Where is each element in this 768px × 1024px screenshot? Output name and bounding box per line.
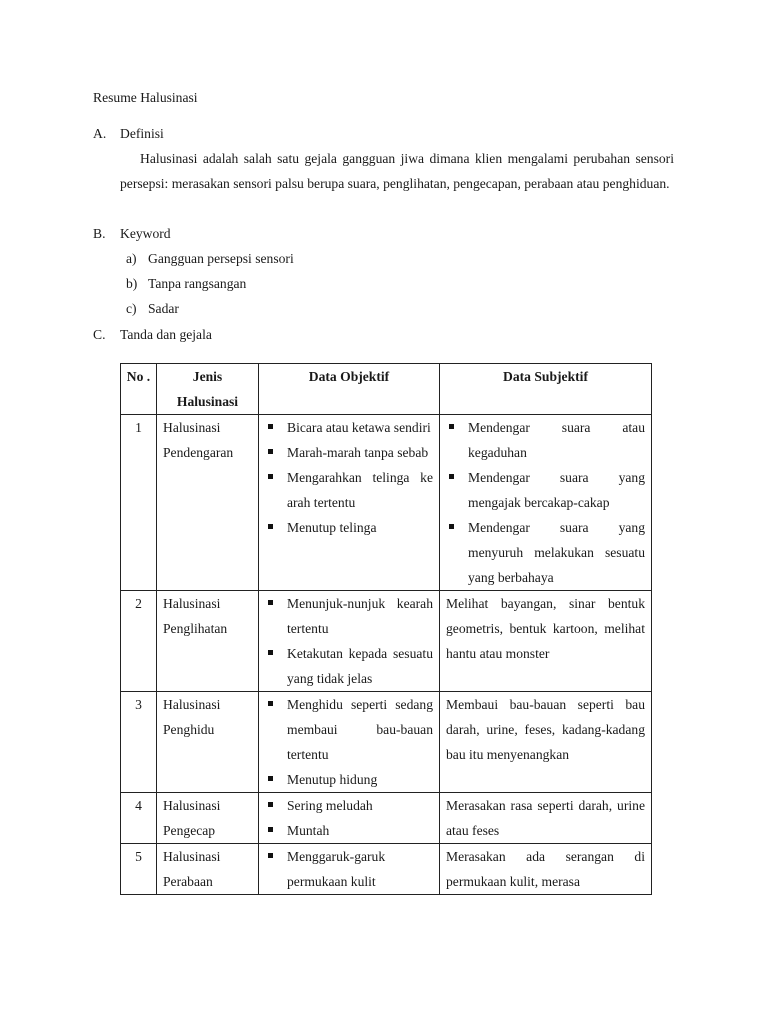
section-title: Definisi [120, 126, 164, 141]
row-number: 3 [121, 692, 157, 793]
hallucination-type: Halusinasi Pendengaran [157, 415, 259, 591]
objective-data [259, 793, 440, 844]
list-item: Mendengar suara atau kegaduhan [446, 415, 645, 465]
list-item: Bicara atau ketawa sendiri [265, 415, 433, 440]
list-item: Menunjuk-nunjuk kearah tertentu [265, 591, 433, 641]
list-text: Sadar [148, 301, 179, 316]
table-row [121, 692, 652, 793]
objective-data [259, 591, 440, 692]
list-marker: c) [126, 301, 137, 316]
list-item: Mendengar suara yang mengajak bercakap-cakap [446, 465, 645, 515]
hallucination-type: Halusinasi Pengecap [157, 793, 259, 844]
table-header-row [121, 364, 652, 415]
row-number: 1 [121, 415, 157, 591]
row-number: 2 [121, 591, 157, 692]
row-number: 4 [121, 793, 157, 844]
page-cutoff [0, 919, 768, 1024]
list-text: Tanpa rangsangan [148, 276, 247, 291]
list-item: Menghidu seperti sedang membaui bau-bauan tertentu [265, 692, 433, 767]
subjective-data: Melihat bayangan, sinar bentuk geometris, bentuk kartoon, melihat hantu atau monster [440, 591, 652, 692]
list-marker: a) [126, 251, 137, 266]
keyword-list [126, 246, 294, 321]
list-item: Mendengar suara yang menyuruh melakukan sesuatu yang berbahaya [446, 515, 645, 590]
list-item: Sering meludah [265, 793, 433, 818]
row-number: 5 [121, 844, 157, 895]
subjective-data: Membaui bau-bauan seperti bau darah, urine, feses, kadang-kadang bau itu menyenangkan [440, 692, 652, 793]
list-marker: b) [126, 276, 138, 291]
header-objektif: Data Objektif [259, 364, 440, 415]
list-item [126, 246, 294, 271]
list-item: Menutup telinga [265, 515, 433, 540]
objective-data [259, 415, 440, 591]
list-item: Ketakutan kepada sesuatu yang tidak jelas [265, 641, 433, 691]
header-no: No . [121, 364, 157, 415]
section-title: Tanda dan gejala [120, 327, 212, 342]
section-a-heading [93, 121, 164, 146]
header-subjektif: Data Subjektif [440, 364, 652, 415]
subjective-data: Merasakan ada serangan di permukaan kulit, merasa [440, 844, 652, 895]
subjective-data [440, 415, 652, 591]
list-item: Marah-marah tanpa sebab [265, 440, 433, 465]
subjective-data: Merasakan rasa seperti darah, urine atau feses [440, 793, 652, 844]
list-item: Muntah [265, 818, 433, 843]
list-item: Menggaruk-garuk permukaan kulit [265, 844, 433, 894]
section-letter: A. [93, 126, 107, 141]
list-item [126, 271, 294, 296]
objective-data [259, 844, 440, 895]
symptoms-table [120, 363, 652, 895]
document-title: Resume Halusinasi [93, 90, 198, 105]
list-item: Menutup hidung [265, 767, 433, 792]
list-text: Gangguan persepsi sensori [148, 251, 294, 266]
table-row [121, 844, 652, 895]
section-c-heading [93, 322, 212, 347]
hallucination-type: Halusinasi Penglihatan [157, 591, 259, 692]
list-item [126, 296, 294, 321]
definition-paragraph: Halusinasi adalah salah satu gejala gangguan jiwa dimana klien mengalami perubahan sensori persepsi: merasakan sensori palsu berupa suara, penglihatan, pengecapan, perabaan atau penghiduan. [120, 151, 674, 191]
table-row [121, 793, 652, 844]
objective-data [259, 692, 440, 793]
table-row [121, 591, 652, 692]
section-letter: B. [93, 226, 106, 241]
hallucination-type: Halusinasi Perabaan [157, 844, 259, 895]
table-row [121, 415, 652, 591]
hallucination-type: Halusinasi Penghidu [157, 692, 259, 793]
list-item: Mengarahkan telinga ke arah tertentu [265, 465, 433, 515]
section-letter: C. [93, 327, 106, 342]
section-title: Keyword [120, 226, 171, 241]
header-jenis: Jenis Halusinasi [157, 364, 259, 415]
section-b-heading [93, 221, 171, 246]
